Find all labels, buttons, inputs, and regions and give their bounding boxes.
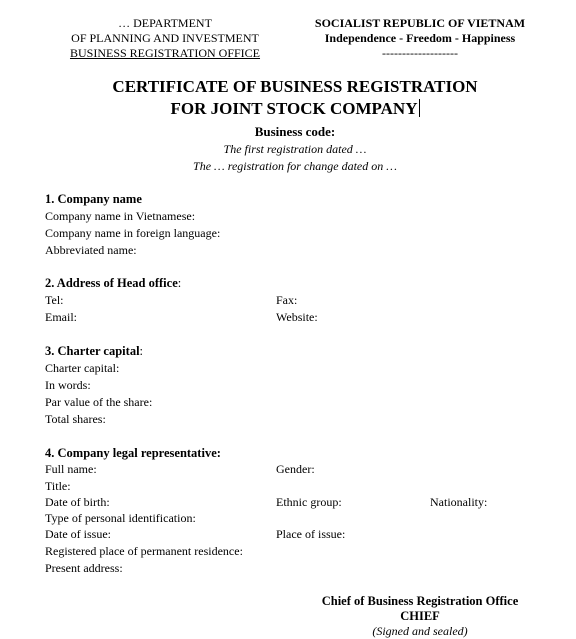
gender-field: Gender: [276,462,315,476]
present-address-field: Present address: [45,561,123,575]
total-shares-field: Total shares: [45,412,106,426]
ministry-line: OF PLANNING AND INVESTMENT [71,31,259,45]
section4-heading: 4. Company legal representative: [45,446,221,460]
signature-note: (Signed and sealed) [372,624,468,638]
section1-heading: 1. Company name [45,192,142,206]
signatory-title: CHIEF [400,609,440,623]
title-field: Title: [45,479,71,493]
full-name-field: Full name: [45,462,97,476]
email-field: Email: [45,310,77,324]
nationality-field: Nationality: [430,495,488,509]
company-name-foreign-field: Company name in foreign language: [45,226,221,240]
signatory-office: Chief of Business Registration Office [321,594,519,608]
section3-heading: 3. Charter capital: [45,344,144,358]
company-name-vietnamese-field: Company name in Vietnamese: [45,209,196,223]
website-field: Website: [276,310,318,324]
national-header [300,16,540,61]
change-registration-line: The … registration for change dated on … [193,159,397,173]
abbreviated-name-field: Abbreviated name: [45,243,137,257]
par-value-field: Par value of the share: [45,395,153,409]
fax-field: Fax: [276,293,298,307]
date-of-issue-field: Date of issue: [45,527,111,541]
issuing-authority [40,16,290,61]
department-line: … DEPARTMENT [118,16,212,30]
tel-field: Tel: [45,293,64,307]
permanent-residence-field: Registered place of permanent residence: [45,544,243,558]
in-words-field: In words: [45,378,91,392]
id-type-field: Type of personal identification: [45,511,196,525]
ethnic-group-field: Ethnic group: [276,495,342,509]
document-title-line1: CERTIFICATE OF BUSINESS REGISTRATION [112,77,478,96]
country-name: SOCIALIST REPUBLIC OF VIETNAM [314,16,526,30]
date-of-birth-field: Date of birth: [45,495,110,509]
document-title-line2[interactable]: FOR JOINT STOCK COMPANY [170,99,418,118]
office-line: BUSINESS REGISTRATION OFFICE [69,46,261,60]
charter-capital-field: Charter capital: [45,361,120,375]
national-motto: Independence - Freedom - Happiness [324,31,516,45]
business-code-label: Business code: [254,124,336,139]
first-registration-line: The first registration dated … [223,142,367,156]
motto-divider: ------------------- [382,46,458,60]
section2-heading: 2. Address of Head office: [45,276,182,290]
text-cursor [419,99,420,117]
place-of-issue-field: Place of issue: [276,527,346,541]
